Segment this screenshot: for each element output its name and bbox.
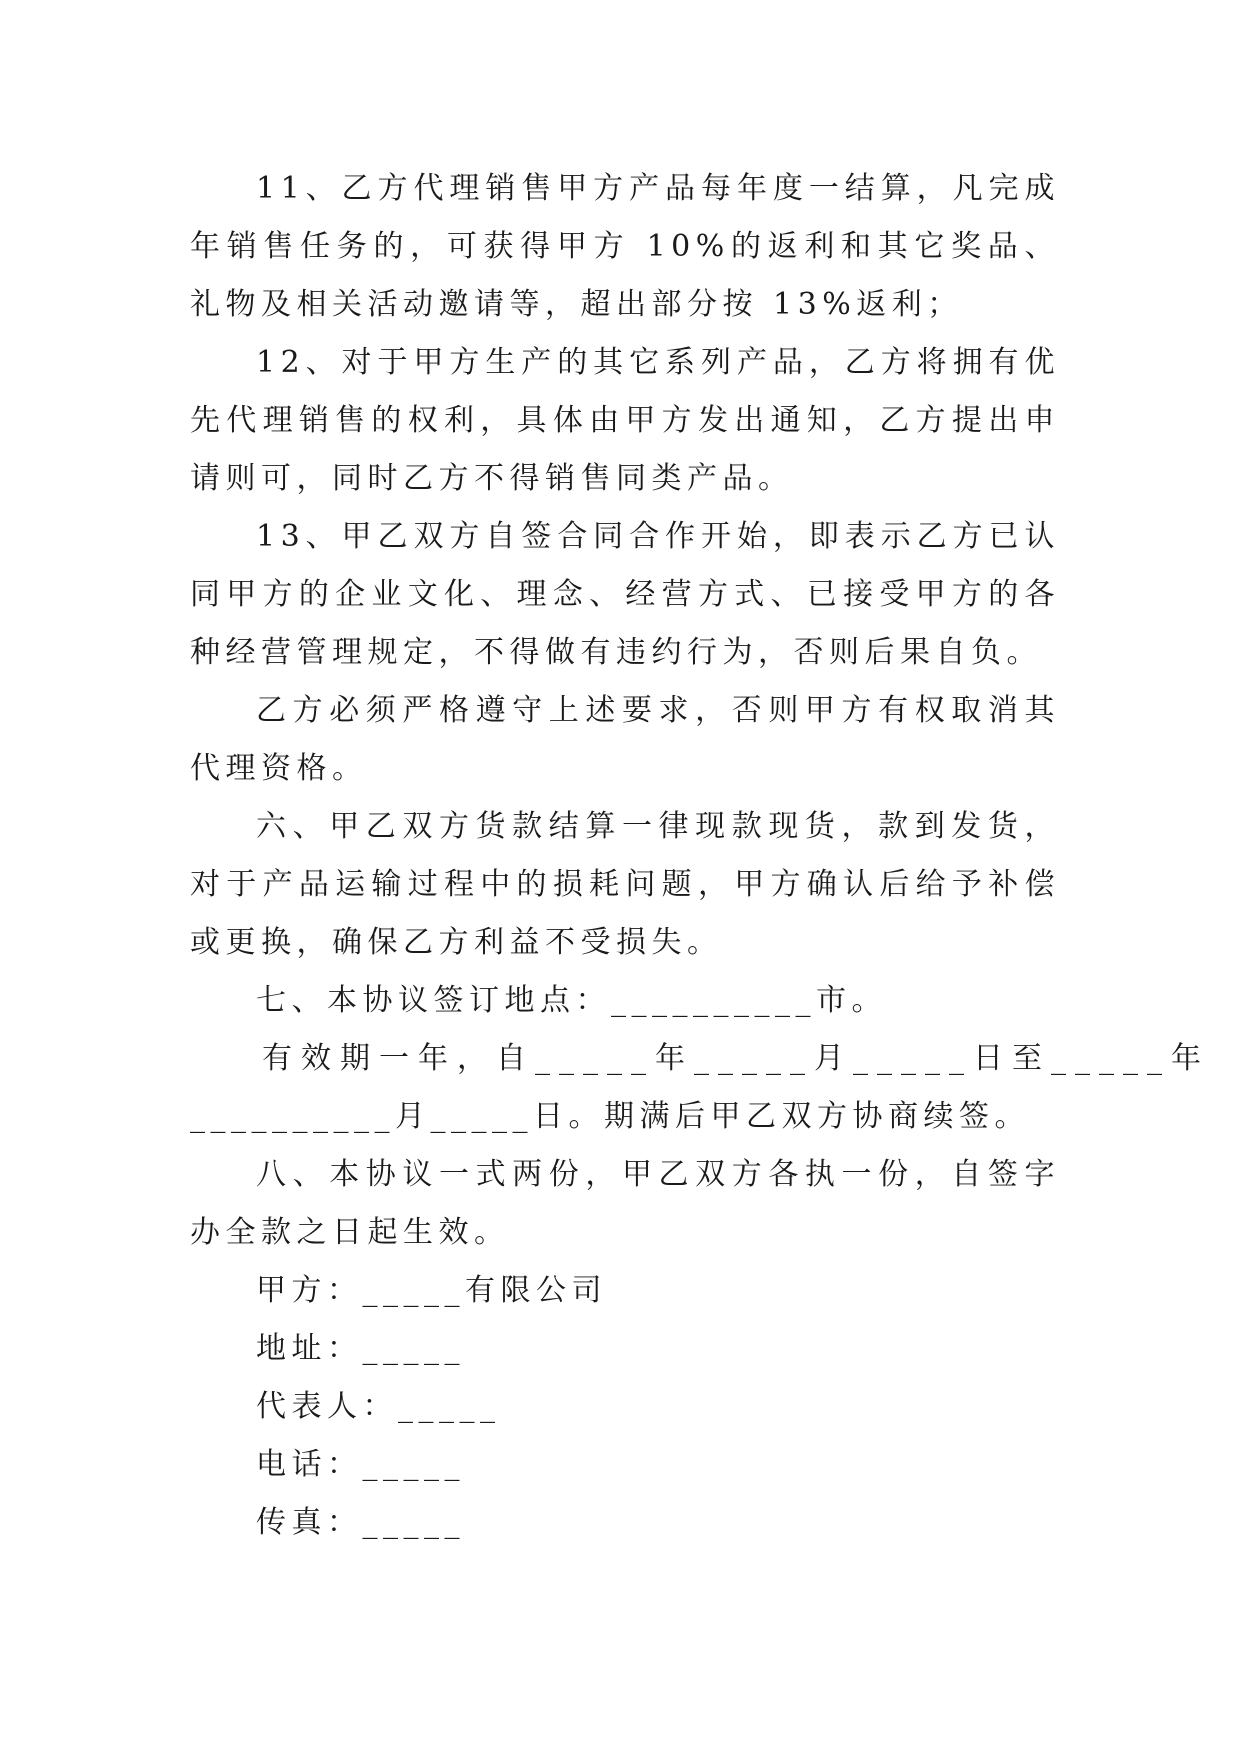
compliance-note: 乙方必须严格遵守上述要求，否则甲方有权取消其代理资格。 <box>190 693 1060 786</box>
signature-block <box>190 1262 1060 1552</box>
party-a-name: 甲方：_____有限公司 <box>256 1273 607 1308</box>
clause-11: 11、乙方代理销售甲方产品每年度一结算，凡完成年销售任务的，可获得甲方 10%的返利和其它奖品、礼物及相关活动邀请等，超出部分按 13%返利； <box>190 171 1060 322</box>
clause-six-payment: 六、甲乙双方货款结算一律现款现货，款到发货，对于产品运输过程中的损耗问题，甲方确认后给予补偿或更换，确保乙方利益不受损失。 <box>190 809 1060 960</box>
clause-seven-location: 七、本协议签订地点：__________市。 <box>256 983 887 1018</box>
clause-eight-copies: 八、本协议一式两份，甲乙双方各执一份，自签字办全款之日起生效。 <box>190 1157 1060 1250</box>
validity-line-2: __________月_____日。期满后甲乙双方协商续签。 <box>190 1099 1030 1134</box>
party-a-phone: 电话：_____ <box>256 1447 465 1482</box>
party-a-representative: 代表人：_____ <box>256 1389 501 1424</box>
validity-period <box>190 1030 1210 1146</box>
document-body <box>190 160 1210 1552</box>
validity-line-1: 有效期一年，自_____年_____月_____日至_____年 <box>262 1041 1210 1076</box>
party-a-address: 地址：_____ <box>256 1331 465 1366</box>
clause-12: 12、对于甲方生产的其它系列产品，乙方将拥有优先代理销售的权利，具体由甲方发出通知，乙方提出申请则可，同时乙方不得销售同类产品。 <box>190 345 1060 496</box>
party-a-fax: 传真：_____ <box>256 1505 465 1540</box>
clause-13: 13、甲乙双方自签合同合作开始，即表示乙方已认同甲方的企业文化、理念、经营方式、已接受甲方的各种经营管理规定，不得做有违约行为，否则后果自负。 <box>190 519 1060 670</box>
